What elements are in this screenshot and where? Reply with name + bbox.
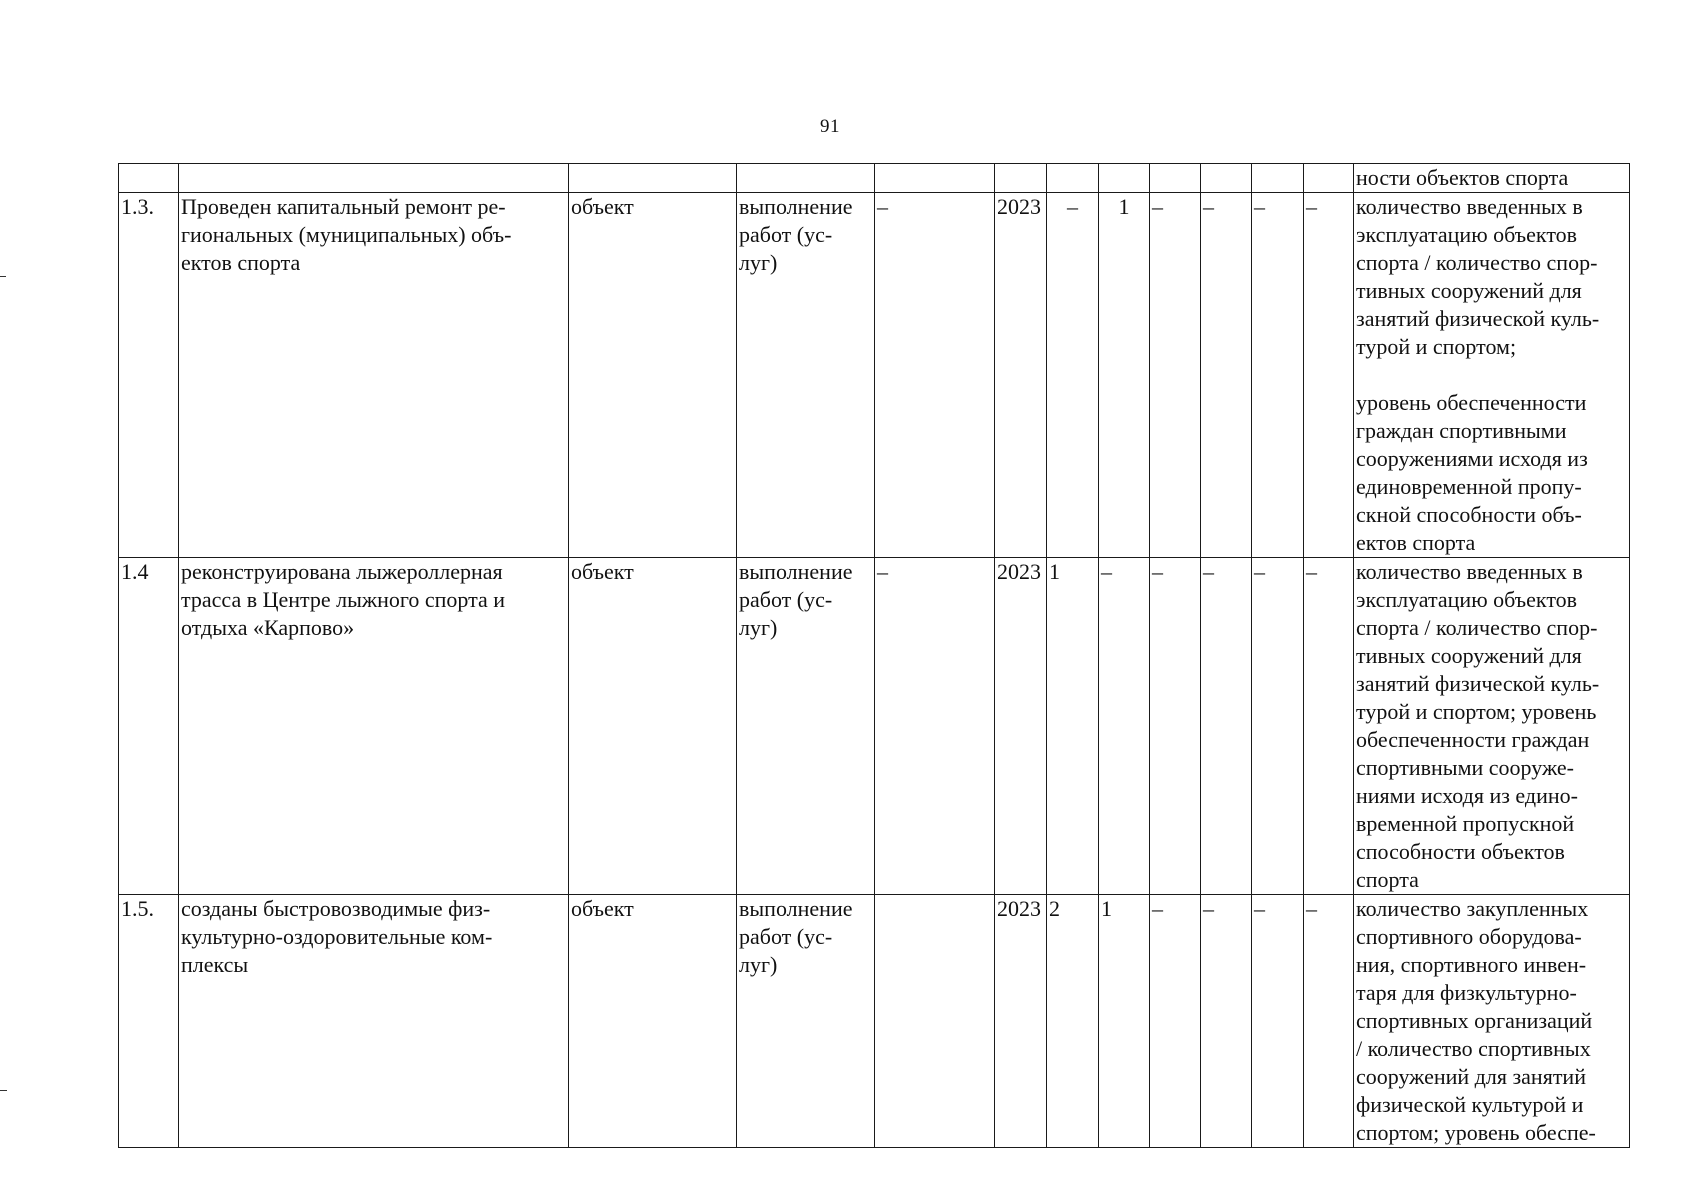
indicator-cell [1354,193,1630,558]
table-row [119,558,1630,895]
year-cell: 2023 [995,558,1047,895]
value-cell-5: – [1252,558,1304,895]
base-value-cell [875,164,995,193]
unit-cell [569,164,737,193]
indicator-text: количество введенных в эксплуатацию объектов спорта / количество спор- тивных сооружений для занятий физической куль- турой и спортом; [1356,194,1600,359]
row-number: 1.3. [119,193,179,558]
indicator-text: количество введенных в эксплуатацию объектов спорта / количество спор- тивных сооружений для занятий физической куль- турой и спортом; уровень обеспеченности граждан спортивными сооруже- ниями исходя из едино- временной пропускной способности объектов спорта [1356,559,1600,892]
type-cell: выполнение работ (ус- луг) [737,558,875,895]
indicator-cell [1354,558,1630,895]
measures-table [118,163,1630,1148]
table-row [119,895,1630,1148]
base-value-cell: – [875,193,995,558]
indicator-cell [1354,895,1630,1148]
base-value-cell [875,895,995,1148]
value-cell-5 [1252,164,1304,193]
table-row [119,193,1630,558]
value-cell-4: – [1201,895,1252,1148]
unit-cell: объект [569,193,737,558]
measure-name: реконструирована лыжероллерная трасса в Центре лыжного спорта и отдыха «Карпово» [179,558,569,895]
value-cell-5: – [1252,895,1304,1148]
unit-cell: объект [569,558,737,895]
year-cell: 2023 [995,895,1047,1148]
value-cell-1: 2 [1047,895,1099,1148]
value-cell-4: – [1201,558,1252,895]
page-number: 91 [820,116,840,137]
value-cell-4 [1201,164,1252,193]
measure-name [179,164,569,193]
value-cell-1 [1047,164,1099,193]
type-cell: выполнение работ (ус- луг) [737,895,875,1148]
value-cell-6: – [1304,895,1354,1148]
value-cell-1: – [1047,193,1099,558]
table-row [119,164,1630,193]
value-cell-3: – [1150,558,1201,895]
value-cell-2 [1099,164,1150,193]
value-cell-6: – [1304,193,1354,558]
value-cell-6: – [1304,558,1354,895]
value-cell-6 [1304,164,1354,193]
year-cell [995,164,1047,193]
value-cell-4: – [1201,193,1252,558]
margin-mark-top [0,276,6,277]
value-cell-1: 1 [1047,558,1099,895]
row-number: 1.4 [119,558,179,895]
measure-name: Проведен капитальный ремонт ре- гиональных (муниципальных) объ- ектов спорта [179,193,569,558]
indicator-text: ности объектов спорта [1356,165,1569,190]
value-cell-5: – [1252,193,1304,558]
value-cell-2: 1 [1099,193,1150,558]
indicator-text: количество закупленных спортивного оборудова- ния, спортивного инвен- таря для физкультурно- спортивных организаций / количество спортивных сооружений для занятий физической культурой и спортом; уровень обеспе- [1356,896,1596,1145]
value-cell-3 [1150,164,1201,193]
unit-cell: объект [569,895,737,1148]
type-cell [737,164,875,193]
year-cell: 2023 [995,193,1047,558]
margin-mark-bottom [0,1090,7,1091]
row-number [119,164,179,193]
row-number: 1.5. [119,895,179,1148]
value-cell-2: 1 [1099,895,1150,1148]
value-cell-2: – [1099,558,1150,895]
base-value-cell: – [875,558,995,895]
value-cell-3: – [1150,193,1201,558]
indicator-cell [1354,164,1630,193]
type-cell: выполнение работ (ус- луг) [737,193,875,558]
indicator-text: уровень обеспеченности граждан спортивными сооружениями исходя из единовременной пропу- скной способности объ- ектов спорта [1356,390,1588,555]
value-cell-3: – [1150,895,1201,1148]
measure-name: созданы быстровозводимые физ- культурно-оздоровительные ком- плексы [179,895,569,1148]
